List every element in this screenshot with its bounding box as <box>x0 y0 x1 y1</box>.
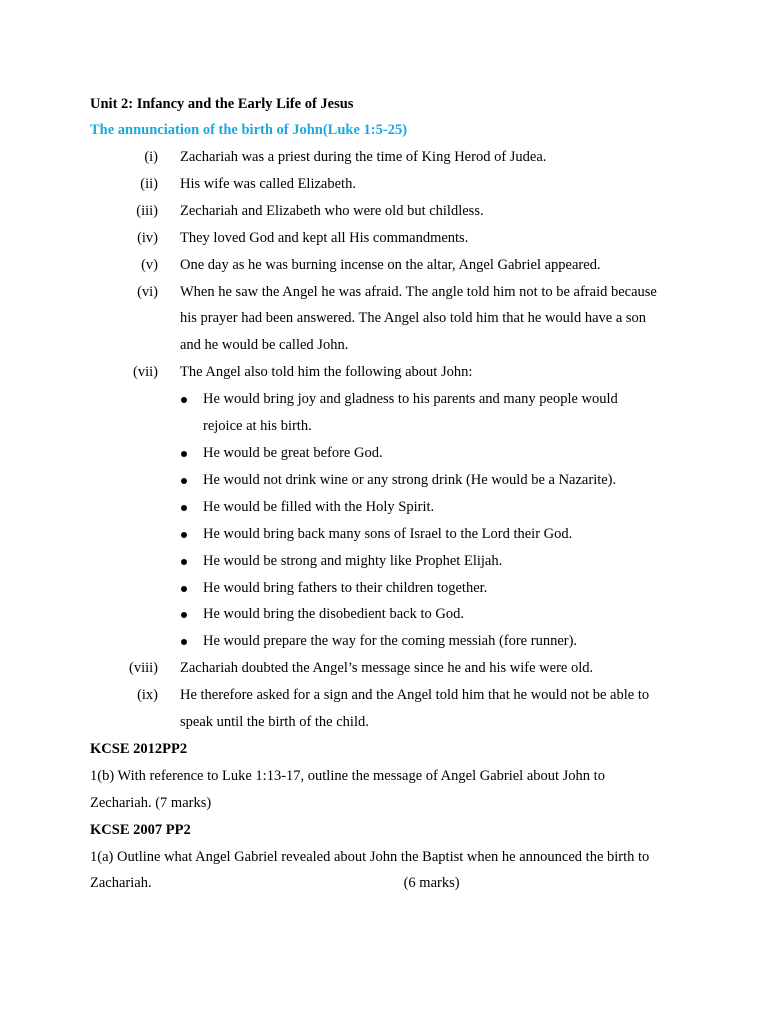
bullet-icon <box>181 612 187 618</box>
bullet-list <box>90 386 690 655</box>
item-text: His wife was called Elizabeth. <box>180 175 356 192</box>
question-line: Zechariah. (7 marks) <box>90 794 212 811</box>
bullet-text-line: He would bring fathers to their children together. <box>203 579 488 596</box>
item-text: The Angel also told him the following about John: <box>180 364 473 381</box>
item-number: (ii) <box>140 175 158 192</box>
exam-heading-2007: KCSE 2007 PP2 <box>90 821 191 838</box>
bullet-item <box>180 521 690 548</box>
bullet-item <box>180 575 690 602</box>
bullet-text-line: He would be great before God. <box>203 444 383 461</box>
item-text: Zechariah and Elizabeth who were old but childless. <box>180 202 484 219</box>
item-number: (iii) <box>136 202 158 219</box>
item-text <box>180 279 690 360</box>
bullet-text-line: He would be strong and mighty like Prophet Elijah. <box>203 552 503 569</box>
bullet-text-line: He would be filled with the Holy Spirit. <box>203 498 435 515</box>
list-item <box>90 252 690 279</box>
item-text-line: and he would be called John. <box>180 337 349 354</box>
bullet-item <box>180 386 690 440</box>
bullet-icon <box>181 532 187 538</box>
bullet-item <box>180 548 690 575</box>
item-text: One day as he was burning incense on the altar, Angel Gabriel appeared. <box>180 256 601 273</box>
item-text: Zachariah doubted the Angel’s message since he and his wife were old. <box>180 660 594 677</box>
bullet-item <box>180 601 690 628</box>
bullet-text-line: He would bring the disobedient back to God. <box>203 606 464 623</box>
item-text: Zachariah was a priest during the time of King Herod of Judea. <box>180 149 547 165</box>
bullet-icon <box>181 505 187 511</box>
bullet-item <box>180 440 690 467</box>
list-item <box>90 655 690 682</box>
item-text-line: He therefore asked for a sign and the Angel told him that he would not be able to <box>180 687 650 704</box>
item-number: (vi) <box>137 283 158 300</box>
item-text-line: his prayer had been answered. The Angel also told him that he would have a son <box>180 310 647 327</box>
bullet-item <box>180 494 690 521</box>
exam-question-2007 <box>90 844 690 898</box>
question-text: Zachariah. <box>90 875 152 892</box>
unit-title: Unit 2: Infancy and the Early Life of Jesus <box>90 96 354 112</box>
question-line: 1(b) With reference to Luke 1:13-17, outline the message of Angel Gabriel about John to <box>90 767 605 784</box>
list-item <box>90 225 690 252</box>
bullet-item <box>180 628 690 655</box>
bullet-icon <box>181 397 187 403</box>
item-number: (ix) <box>137 687 158 704</box>
list-item <box>90 279 690 360</box>
question-line: 1(a) Outline what Angel Gabriel revealed about John the Baptist when he announced the birth to <box>90 848 650 865</box>
bullet-text-line: He would bring back many sons of Israel to the Lord their God. <box>203 525 573 542</box>
bullet-icon <box>181 478 187 484</box>
list-item <box>90 144 690 171</box>
item-number: (v) <box>141 256 158 273</box>
item-number: (vii) <box>133 364 158 381</box>
item-text: They loved God and kept all His commandments. <box>180 229 469 246</box>
question-line-with-marks <box>90 870 690 897</box>
bullet-text-line: rejoice at his birth. <box>203 418 312 435</box>
exam-heading-2012: KCSE 2012PP2 <box>90 740 188 757</box>
list-item <box>90 682 690 736</box>
section-heading: The annunciation of the birth of John(Luke 1:5-25) <box>90 122 408 138</box>
item-text <box>180 682 690 736</box>
item-number: (viii) <box>129 660 158 677</box>
bullet-icon <box>181 639 187 645</box>
bullet-item <box>180 467 690 494</box>
bullet-text-line: He would not drink wine or any strong drink (He would be a Nazarite). <box>203 471 617 488</box>
item-text-line: speak until the birth of the child. <box>180 714 369 731</box>
item-number: (iv) <box>137 229 158 246</box>
bullet-text-line: He would prepare the way for the coming messiah (fore runner). <box>203 633 578 650</box>
list-item <box>90 359 690 386</box>
bullet-icon <box>181 586 187 592</box>
item-text-line: When he saw the Angel he was afraid. The angle told him not to be afraid because <box>180 283 657 300</box>
bullet-icon <box>181 559 187 565</box>
document-page <box>90 92 690 897</box>
bullet-icon <box>181 451 187 457</box>
item-number: (i) <box>144 149 158 165</box>
list-item <box>90 171 690 198</box>
exam-question-2012 <box>90 763 690 817</box>
bullet-text-line: He would bring joy and gladness to his parents and many people would <box>203 391 618 408</box>
marks-label: (6 marks) <box>403 875 460 892</box>
list-item <box>90 198 690 225</box>
